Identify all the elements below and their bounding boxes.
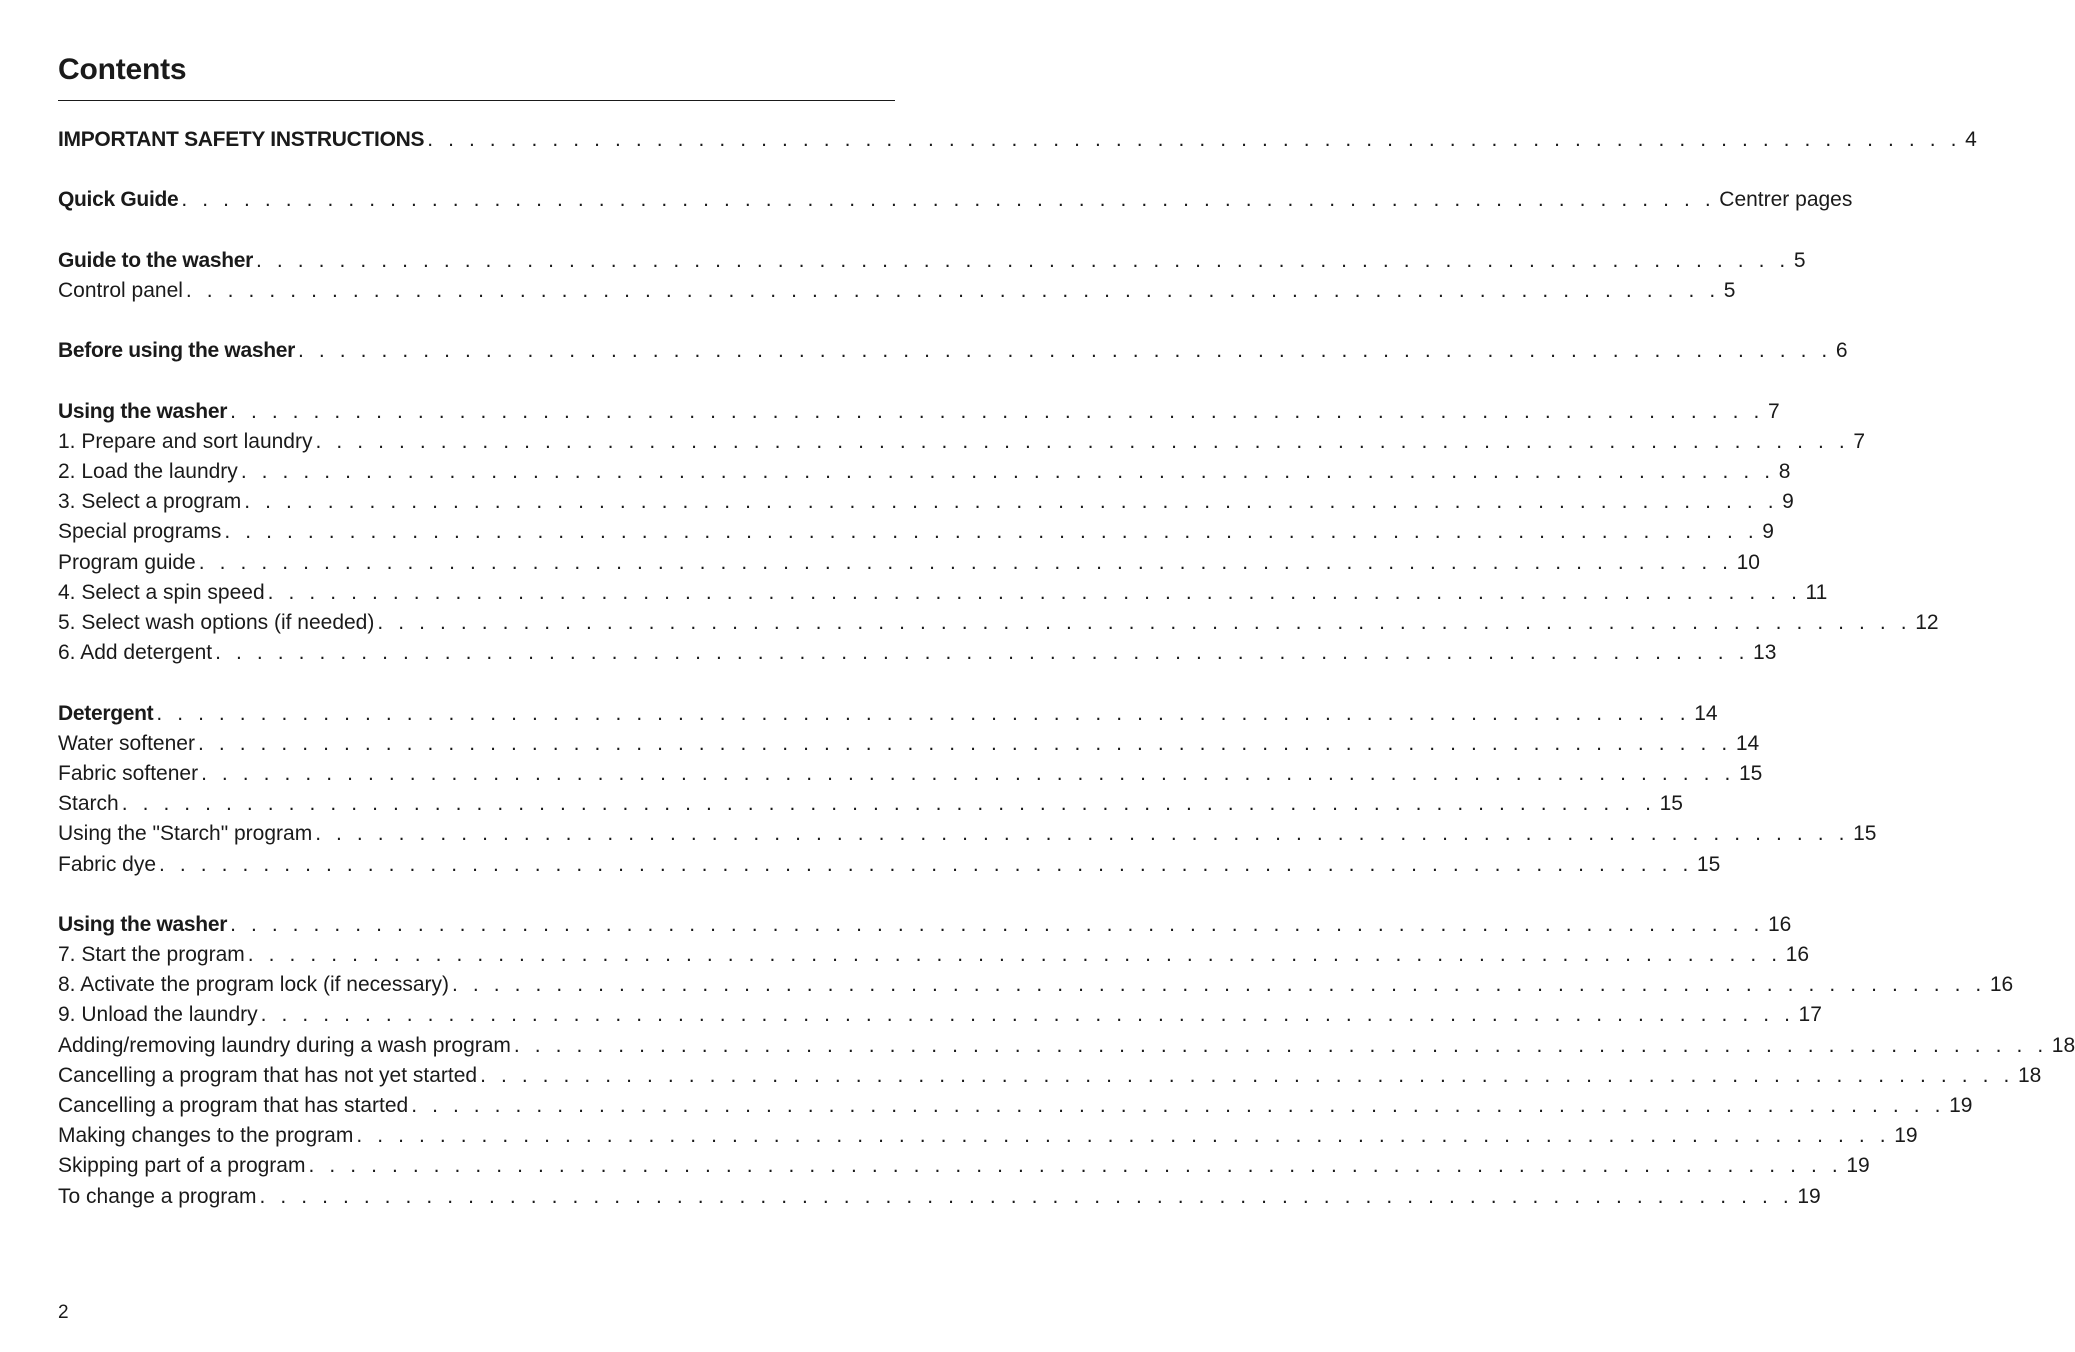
toc-entry[interactable] [58, 850, 1721, 880]
toc-entry-label: Starch [58, 792, 119, 816]
toc-entry-page: 15 [1738, 761, 1763, 785]
toc-entry[interactable] [58, 457, 1791, 487]
toc-entry[interactable] [58, 759, 1763, 789]
toc-leader-dots: . . . . . . . . . . . . . . . . . . . . . . . . . . . . . . . . . . . . . . . . . . . . . . . . . . . . . . . . . . . . . . . . . . . . . . . . . . [240, 460, 1775, 484]
toc-entry-label: 6. Add detergent [58, 641, 213, 665]
toc-entry-label: Detergent [58, 701, 154, 725]
toc-spacer [58, 155, 895, 185]
toc-leader-dots: . . . . . . . . . . . . . . . . . . . . . . . . . . . . . . . . . . . . . . . . . . . . . . . . . . . . . . . . . . . . . . . . . . . . . . . . . . [260, 1003, 1795, 1027]
toc-leader-dots: . . . . . . . . . . . . . . . . . . . . . . . . . . . . . . . . . . . . . . . . . . . . . . . . . . . . . . . . . . . . . . . . . . . . . . . . . . [244, 490, 1779, 514]
toc-entry[interactable] [58, 819, 1877, 849]
toc-leader-dots: . . . . . . . . . . . . . . . . . . . . . . . . . . . . . . . . . . . . . . . . . . . . . . . . . . . . . . . . . . . . . . . . . . . . . . . . . . [315, 429, 1850, 453]
page-number: 2 [58, 1302, 69, 1323]
toc-leader-dots: . . . . . . . . . . . . . . . . . . . . . . . . . . . . . . . . . . . . . . . . . . . . . . . . . . . . . . . . . . . . . . . . . . . . . . . . . . [298, 339, 1832, 363]
toc-entry-label: Program guide [58, 550, 196, 574]
toc-entry[interactable] [58, 487, 1794, 517]
toc-entry-label: Skipping part of a program [58, 1154, 306, 1178]
toc-entry[interactable] [58, 789, 1683, 819]
toc-leader-dots: . . . . . . . . . . . . . . . . . . . . . . . . . . . . . . . . . . . . . . . . . . . . . . . . . . . . . . . . . . . . . . . . . . . . . . . . . . [181, 188, 1716, 212]
toc-entry-page: 14 [1694, 701, 1718, 725]
toc-entry[interactable] [58, 1182, 1821, 1212]
toc-leader-dots: . . . . . . . . . . . . . . . . . . . . . . . . . . . . . . . . . . . . . . . . . . . . . . . . . . . . . . . . . . . . . . . . . . . . . . . . . . [198, 550, 1733, 574]
toc-entry-page: 17 [1798, 1003, 1822, 1027]
table-of-contents [58, 125, 2075, 1212]
toc-leader-dots: . . . . . . . . . . . . . . . . . . . . . . . . . . . . . . . . . . . . . . . . . . . . . . . . . . . . . . . . . . . . . . . . . . . . . . . . . . [230, 399, 1764, 423]
toc-entry-page: 5 [1723, 278, 1736, 302]
toc-entry[interactable] [58, 517, 1774, 547]
toc-entry-page: 7 [1853, 429, 1866, 453]
toc-entry-page: 15 [1659, 792, 1683, 816]
toc-entry-label: IMPORTANT SAFETY INSTRUCTIONS [58, 128, 425, 151]
toc-entry-label: 3. Select a program [58, 490, 242, 514]
toc-entry[interactable] [58, 1091, 1973, 1121]
toc-entry[interactable] [58, 1151, 1870, 1181]
toc-spacer [58, 367, 895, 397]
toc-leader-dots: . . . . . . . . . . . . . . . . . . . . . . . . . . . . . . . . . . . . . . . . . . . . . . . . . . . . . . . . . . . . . . . . . . . . . . . . . . [121, 792, 1656, 816]
toc-section-heading[interactable] [58, 336, 1848, 366]
toc-section-heading[interactable] [58, 910, 1792, 940]
toc-entry-page: 19 [1894, 1124, 1918, 1148]
toc-entry-page: 16 [1767, 912, 1792, 936]
toc-entry[interactable] [58, 1061, 2042, 1091]
toc-leader-dots: . . . . . . . . . . . . . . . . . . . . . . . . . . . . . . . . . . . . . . . . . . . . . . . . . . . . . . . . . . . . . . . . . . . . . . . . . . [201, 761, 1735, 785]
toc-entry-page: 18 [2051, 1033, 2075, 1057]
toc-entry[interactable] [58, 548, 1760, 578]
toc-entry-page: 10 [1736, 550, 1760, 574]
toc-entry-page: 7 [1767, 399, 1780, 423]
toc-entry-page: 19 [1846, 1154, 1870, 1178]
toc-leader-dots: . . . . . . . . . . . . . . . . . . . . . . . . . . . . . . . . . . . . . . . . . . . . . . . . . . . . . . . . . . . . . . . . . . . . . . . . . . [256, 248, 1790, 272]
toc-section-heading[interactable] [58, 699, 1718, 729]
toc-leader-dots: . . . . . . . . . . . . . . . . . . . . . . . . . . . . . . . . . . . . . . . . . . . . . . . . . . . . . . . . . . . . . . . . . . . . . . . . . . [480, 1063, 2014, 1087]
toc-leader-dots: . . . . . . . . . . . . . . . . . . . . . . . . . . . . . . . . . . . . . . . . . . . . . . . . . . . . . . . . . . . . . . . . . . . . . . . . . . [267, 580, 1802, 604]
toc-entry[interactable] [58, 608, 1939, 638]
toc-entry-page: 16 [1989, 973, 2014, 997]
toc-entry-label: Adding/removing laundry during a wash program [58, 1033, 511, 1057]
toc-entry-label: Using the washer [58, 399, 228, 423]
toc-entry-page: 4 [1965, 128, 1977, 151]
toc-entry-label: 4. Select a spin speed [58, 580, 265, 604]
toc-entry-label: Before using the washer [58, 339, 295, 363]
toc-entry-page: 8 [1778, 460, 1791, 484]
toc-entry[interactable] [58, 427, 1866, 457]
toc-entry-label: Water softener [58, 731, 195, 755]
toc-entry-label: Fabric dye [58, 852, 157, 876]
toc-spacer [58, 306, 895, 336]
toc-entry-label: Using the washer [58, 912, 228, 936]
toc-entry-page: 9 [1782, 490, 1794, 514]
toc-leader-dots: . . . . . . . . . . . . . . . . . . . . . . . . . . . . . . . . . . . . . . . . . . . . . . . . . . . . . . . . . . . . . . . . . . . . . . . . . . [452, 973, 1986, 997]
toc-entry[interactable] [58, 970, 2014, 1000]
toc-entry-page: 19 [1949, 1094, 1973, 1117]
toc-spacer [58, 668, 895, 698]
page-title: Contents [58, 53, 187, 86]
toc-leader-dots: . . . . . . . . . . . . . . . . . . . . . . . . . . . . . . . . . . . . . . . . . . . . . . . . . . . . . . . . . . . . . . . . . . . . . . . . . . [185, 278, 1720, 302]
toc-section-heading[interactable] [58, 397, 1780, 427]
toc-entry-label: Control panel [58, 278, 183, 302]
toc-entry-label: Using the "Starch" program [58, 822, 313, 846]
toc-entry-label: 1. Prepare and sort laundry [58, 429, 313, 453]
toc-leader-dots: . . . . . . . . . . . . . . . . . . . . . . . . . . . . . . . . . . . . . . . . . . . . . . . . . . . . . . . . . . . . . . . . . . . . . . . . . . [224, 520, 1759, 544]
toc-spacer [58, 216, 895, 246]
toc-entry-label: Quick Guide [58, 188, 179, 212]
toc-entry-page: 19 [1797, 1184, 1821, 1208]
toc-entry-page: 15 [1853, 822, 1877, 846]
toc-entry-page: 16 [1785, 943, 1809, 967]
toc-leader-dots: . . . . . . . . . . . . . . . . . . . . . . . . . . . . . . . . . . . . . . . . . . . . . . . . . . . . . . . . . . . . . . . . . . . . . . . . . . [159, 852, 1693, 876]
toc-entry-page: Centrer pages [1719, 188, 1853, 212]
toc-leader-dots: . . . . . . . . . . . . . . . . . . . . . . . . . . . . . . . . . . . . . . . . . . . . . . . . . . . . . . . . . . . . . . . . . . . . . . . . . . [513, 1033, 2048, 1057]
toc-entry-page: 6 [1835, 339, 1848, 363]
toc-entry-label: Making changes to the program [58, 1124, 354, 1148]
toc-entry-label: 8. Activate the program lock (if necessary) [58, 973, 449, 997]
toc-leader-dots: . . . . . . . . . . . . . . . . . . . . . . . . . . . . . . . . . . . . . . . . . . . . . . . . . . . . . . . . . . . . . . . . . . . . . . . . . . [156, 701, 1691, 725]
toc-entry[interactable] [58, 578, 1828, 608]
toc-section-heading[interactable] [58, 185, 1853, 215]
toc-entry-label: Guide to the washer [58, 248, 253, 272]
toc-entry-page: 9 [1762, 520, 1774, 544]
toc-entry-label: 5. Select wash options (if needed) [58, 611, 375, 634]
toc-leader-dots: . . . . . . . . . . . . . . . . . . . . . . . . . . . . . . . . . . . . . . . . . . . . . . . . . . . . . . . . . . . . . . . . . . . . . . . . . . [215, 641, 1750, 665]
toc-leader-dots: . . . . . . . . . . . . . . . . . . . . . . . . . . . . . . . . . . . . . . . . . . . . . . . . . . . . . . . . . . . . . . . . . . . . . . . . . . [356, 1124, 1891, 1148]
toc-entry-label: Special programs [58, 520, 222, 544]
toc-leader-dots: . . . . . . . . . . . . . . . . . . . . . . . . . . . . . . . . . . . . . . . . . . . . . . . . . . . . . . . . . . . . . . . . . . . . . . . . . . [411, 1094, 1946, 1117]
toc-leader-dots: . . . . . . . . . . . . . . . . . . . . . . . . . . . . . . . . . . . . . . . . . . . . . . . . . . . . . . . . . . . . . . . . . . . . . . . . . . [230, 912, 1764, 936]
toc-entry[interactable] [58, 940, 1809, 970]
toc-entry-label: Cancelling a program that has not yet started [58, 1063, 478, 1087]
toc-entry-page: 14 [1735, 731, 1760, 755]
toc-leader-dots: . . . . . . . . . . . . . . . . . . . . . . . . . . . . . . . . . . . . . . . . . . . . . . . . . . . . . . . . . . . . . . . . . . . . . . . . . . [377, 611, 1912, 634]
toc-leader-dots: . . . . . . . . . . . . . . . . . . . . . . . . . . . . . . . . . . . . . . . . . . . . . . . . . . . . . . . . . . . . . . . . . . . . . . . . . . [197, 731, 1732, 755]
toc-entry[interactable] [58, 276, 1736, 306]
toc-entry-label: Cancelling a program that has started [58, 1094, 409, 1117]
toc-entry[interactable] [58, 1031, 2075, 1061]
toc-entry[interactable] [58, 1121, 1918, 1151]
toc-entry-page: 13 [1753, 641, 1777, 665]
toc-entry[interactable] [58, 729, 1760, 759]
toc-entry-label: 7. Start the program [58, 943, 245, 967]
toc-leader-dots: . . . . . . . . . . . . . . . . . . . . . . . . . . . . . . . . . . . . . . . . . . . . . . . . . . . . . . . . . . . . . . . . . . . . . . . . . . [259, 1184, 1794, 1208]
toc-leader-dots: . . . . . . . . . . . . . . . . . . . . . . . . . . . . . . . . . . . . . . . . . . . . . . . . . . . . . . . . . . . . . . . . . . . . . . . . . . [315, 822, 1850, 846]
toc-entry[interactable] [58, 638, 1777, 668]
toc-leader-dots: . . . . . . . . . . . . . . . . . . . . . . . . . . . . . . . . . . . . . . . . . . . . . . . . . . . . . . . . . . . . . . . . . . . . . . . . . . [427, 128, 1962, 151]
toc-entry-page: 18 [2017, 1063, 2042, 1087]
toc-spacer [58, 880, 895, 910]
toc-entry-page: 15 [1696, 852, 1721, 876]
toc-leader-dots: . . . . . . . . . . . . . . . . . . . . . . . . . . . . . . . . . . . . . . . . . . . . . . . . . . . . . . . . . . . . . . . . . . . . . . . . . . [308, 1154, 1843, 1178]
toc-entry[interactable] [58, 1000, 1822, 1030]
toc-entry-label: To change a program [58, 1184, 257, 1208]
toc-entry-label: Fabric softener [58, 761, 199, 785]
toc-section-heading[interactable] [58, 125, 1977, 155]
title-divider [58, 100, 895, 101]
toc-section-heading[interactable] [58, 246, 1806, 276]
toc-entry-page: 12 [1915, 611, 1939, 634]
toc-entry-label: 9. Unload the laundry [58, 1003, 258, 1027]
toc-entry-page: 5 [1793, 248, 1806, 272]
toc-leader-dots: . . . . . . . . . . . . . . . . . . . . . . . . . . . . . . . . . . . . . . . . . . . . . . . . . . . . . . . . . . . . . . . . . . . . . . . . . . [247, 943, 1782, 967]
toc-entry-page: 11 [1805, 580, 1828, 604]
toc-entry-label: 2. Load the laundry [58, 460, 238, 484]
